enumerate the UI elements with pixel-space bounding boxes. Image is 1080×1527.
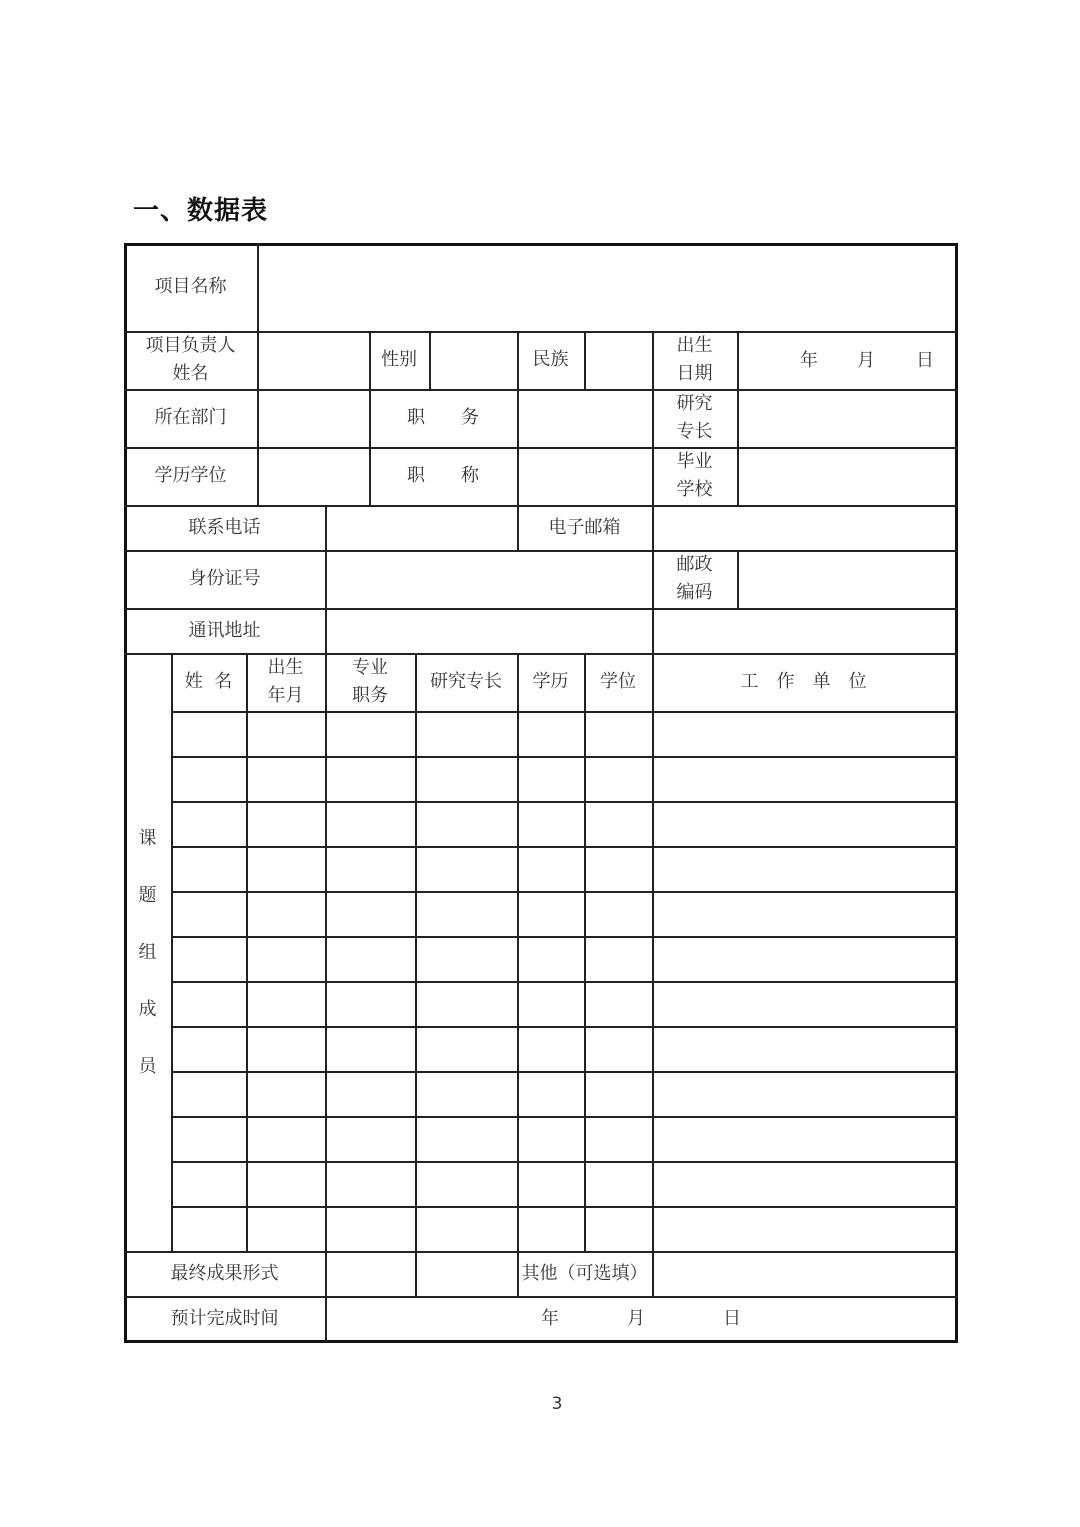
members-char-5: 员	[138, 1055, 157, 1077]
input-other-optional[interactable]	[653, 1252, 955, 1296]
label-research-specialty-line2: 专长	[676, 421, 713, 442]
input-graduate-school[interactable]	[738, 448, 955, 505]
birth-day-label: 日	[916, 349, 934, 371]
input-title[interactable]	[518, 448, 652, 505]
page-number: 3	[551, 1394, 563, 1414]
input-birth-date[interactable]	[738, 332, 955, 389]
header-member-research: 研究专长	[430, 671, 502, 692]
member-row[interactable]	[172, 712, 955, 756]
label-birth-date	[652, 331, 737, 389]
label-members-group	[124, 653, 171, 1251]
label-id-number: 身份证号	[188, 568, 261, 589]
label-other-optional: 其他（可选填）	[521, 1262, 648, 1284]
header-member-degree: 学位	[600, 671, 636, 692]
input-id-number[interactable]	[326, 551, 652, 608]
header-member-prof-title	[325, 653, 415, 711]
member-row[interactable]	[172, 1117, 955, 1161]
completion-day-label: 日	[723, 1308, 741, 1329]
members-char-3: 组	[138, 941, 157, 963]
input-expected-completion[interactable]	[326, 1297, 955, 1341]
members-char-1: 课	[138, 827, 157, 849]
input-research-specialty[interactable]	[738, 390, 955, 447]
input-phone[interactable]	[326, 506, 517, 550]
member-row[interactable]	[172, 892, 955, 936]
member-row[interactable]	[172, 757, 955, 801]
header-member-prof-title-line2: 职务	[352, 685, 388, 706]
label-postal-code	[652, 550, 737, 608]
header-member-birth-line2: 年月	[267, 685, 304, 706]
label-project-name: 项目名称	[154, 276, 227, 297]
label-graduate-school	[652, 447, 737, 505]
member-row[interactable]	[172, 847, 955, 891]
input-postal-code[interactable]	[738, 551, 955, 608]
completion-year-label: 年	[541, 1308, 559, 1329]
label-ethnicity: 民族	[532, 349, 569, 370]
header-member-birth	[246, 653, 325, 711]
label-department: 所在部门	[154, 407, 227, 428]
member-row[interactable]	[172, 1072, 955, 1116]
header-member-prof-title-line1: 专业	[352, 657, 388, 678]
member-row[interactable]	[172, 982, 955, 1026]
completion-month-label: 月	[627, 1308, 645, 1329]
header-member-name: 姓 名	[184, 671, 233, 692]
label-birth-date-line1: 出生	[676, 335, 713, 356]
input-department[interactable]	[258, 390, 369, 447]
header-member-education: 学历	[532, 671, 569, 692]
label-birth-date-line2: 日期	[676, 363, 713, 384]
member-row[interactable]	[172, 937, 955, 981]
header-member-work-unit: 工 作 单 位	[740, 671, 867, 692]
input-gender[interactable]	[430, 332, 517, 389]
input-final-result-form-2[interactable]	[416, 1252, 517, 1296]
label-leader-name-line1: 项目负责人	[145, 335, 236, 356]
member-row[interactable]	[172, 1027, 955, 1071]
member-row[interactable]	[172, 802, 955, 846]
input-leader-name[interactable]	[258, 332, 369, 389]
label-leader-name-line2: 姓名	[172, 363, 209, 384]
input-project-name[interactable]	[258, 246, 955, 331]
label-postal-code-line2: 编码	[676, 582, 713, 603]
label-research-specialty-line1: 研究	[676, 393, 713, 414]
label-expected-completion: 预计完成时间	[170, 1307, 279, 1329]
input-position[interactable]	[518, 390, 652, 447]
label-email: 电子邮箱	[548, 516, 621, 538]
label-postal-code-line1: 邮政	[676, 554, 713, 575]
label-final-result-form: 最终成果形式	[170, 1262, 279, 1284]
members-char-2: 题	[138, 884, 157, 906]
header-member-birth-line1: 出生	[267, 657, 304, 678]
members-char-4: 成	[138, 998, 157, 1020]
input-address[interactable]	[326, 609, 955, 653]
input-ethnicity[interactable]	[585, 332, 652, 389]
input-education[interactable]	[258, 448, 369, 505]
birth-year-label: 年	[800, 349, 818, 371]
input-final-result-form-1[interactable]	[326, 1252, 415, 1296]
label-title: 职 称	[407, 465, 479, 486]
label-position: 职 务	[407, 407, 479, 428]
label-gender: 性别	[381, 349, 417, 370]
member-row[interactable]	[172, 1162, 955, 1206]
section-title: 一、数据表	[133, 196, 269, 226]
label-research-specialty	[652, 389, 737, 447]
label-leader-name	[124, 331, 257, 389]
input-email[interactable]	[653, 506, 955, 550]
birth-month-label: 月	[857, 349, 875, 371]
label-graduate-school-line1: 毕业	[676, 451, 713, 472]
label-education: 学历学位	[154, 465, 227, 486]
label-phone: 联系电话	[188, 516, 261, 538]
label-address: 通讯地址	[188, 619, 261, 641]
label-graduate-school-line2: 学校	[676, 479, 713, 500]
member-row[interactable]	[172, 1207, 955, 1251]
